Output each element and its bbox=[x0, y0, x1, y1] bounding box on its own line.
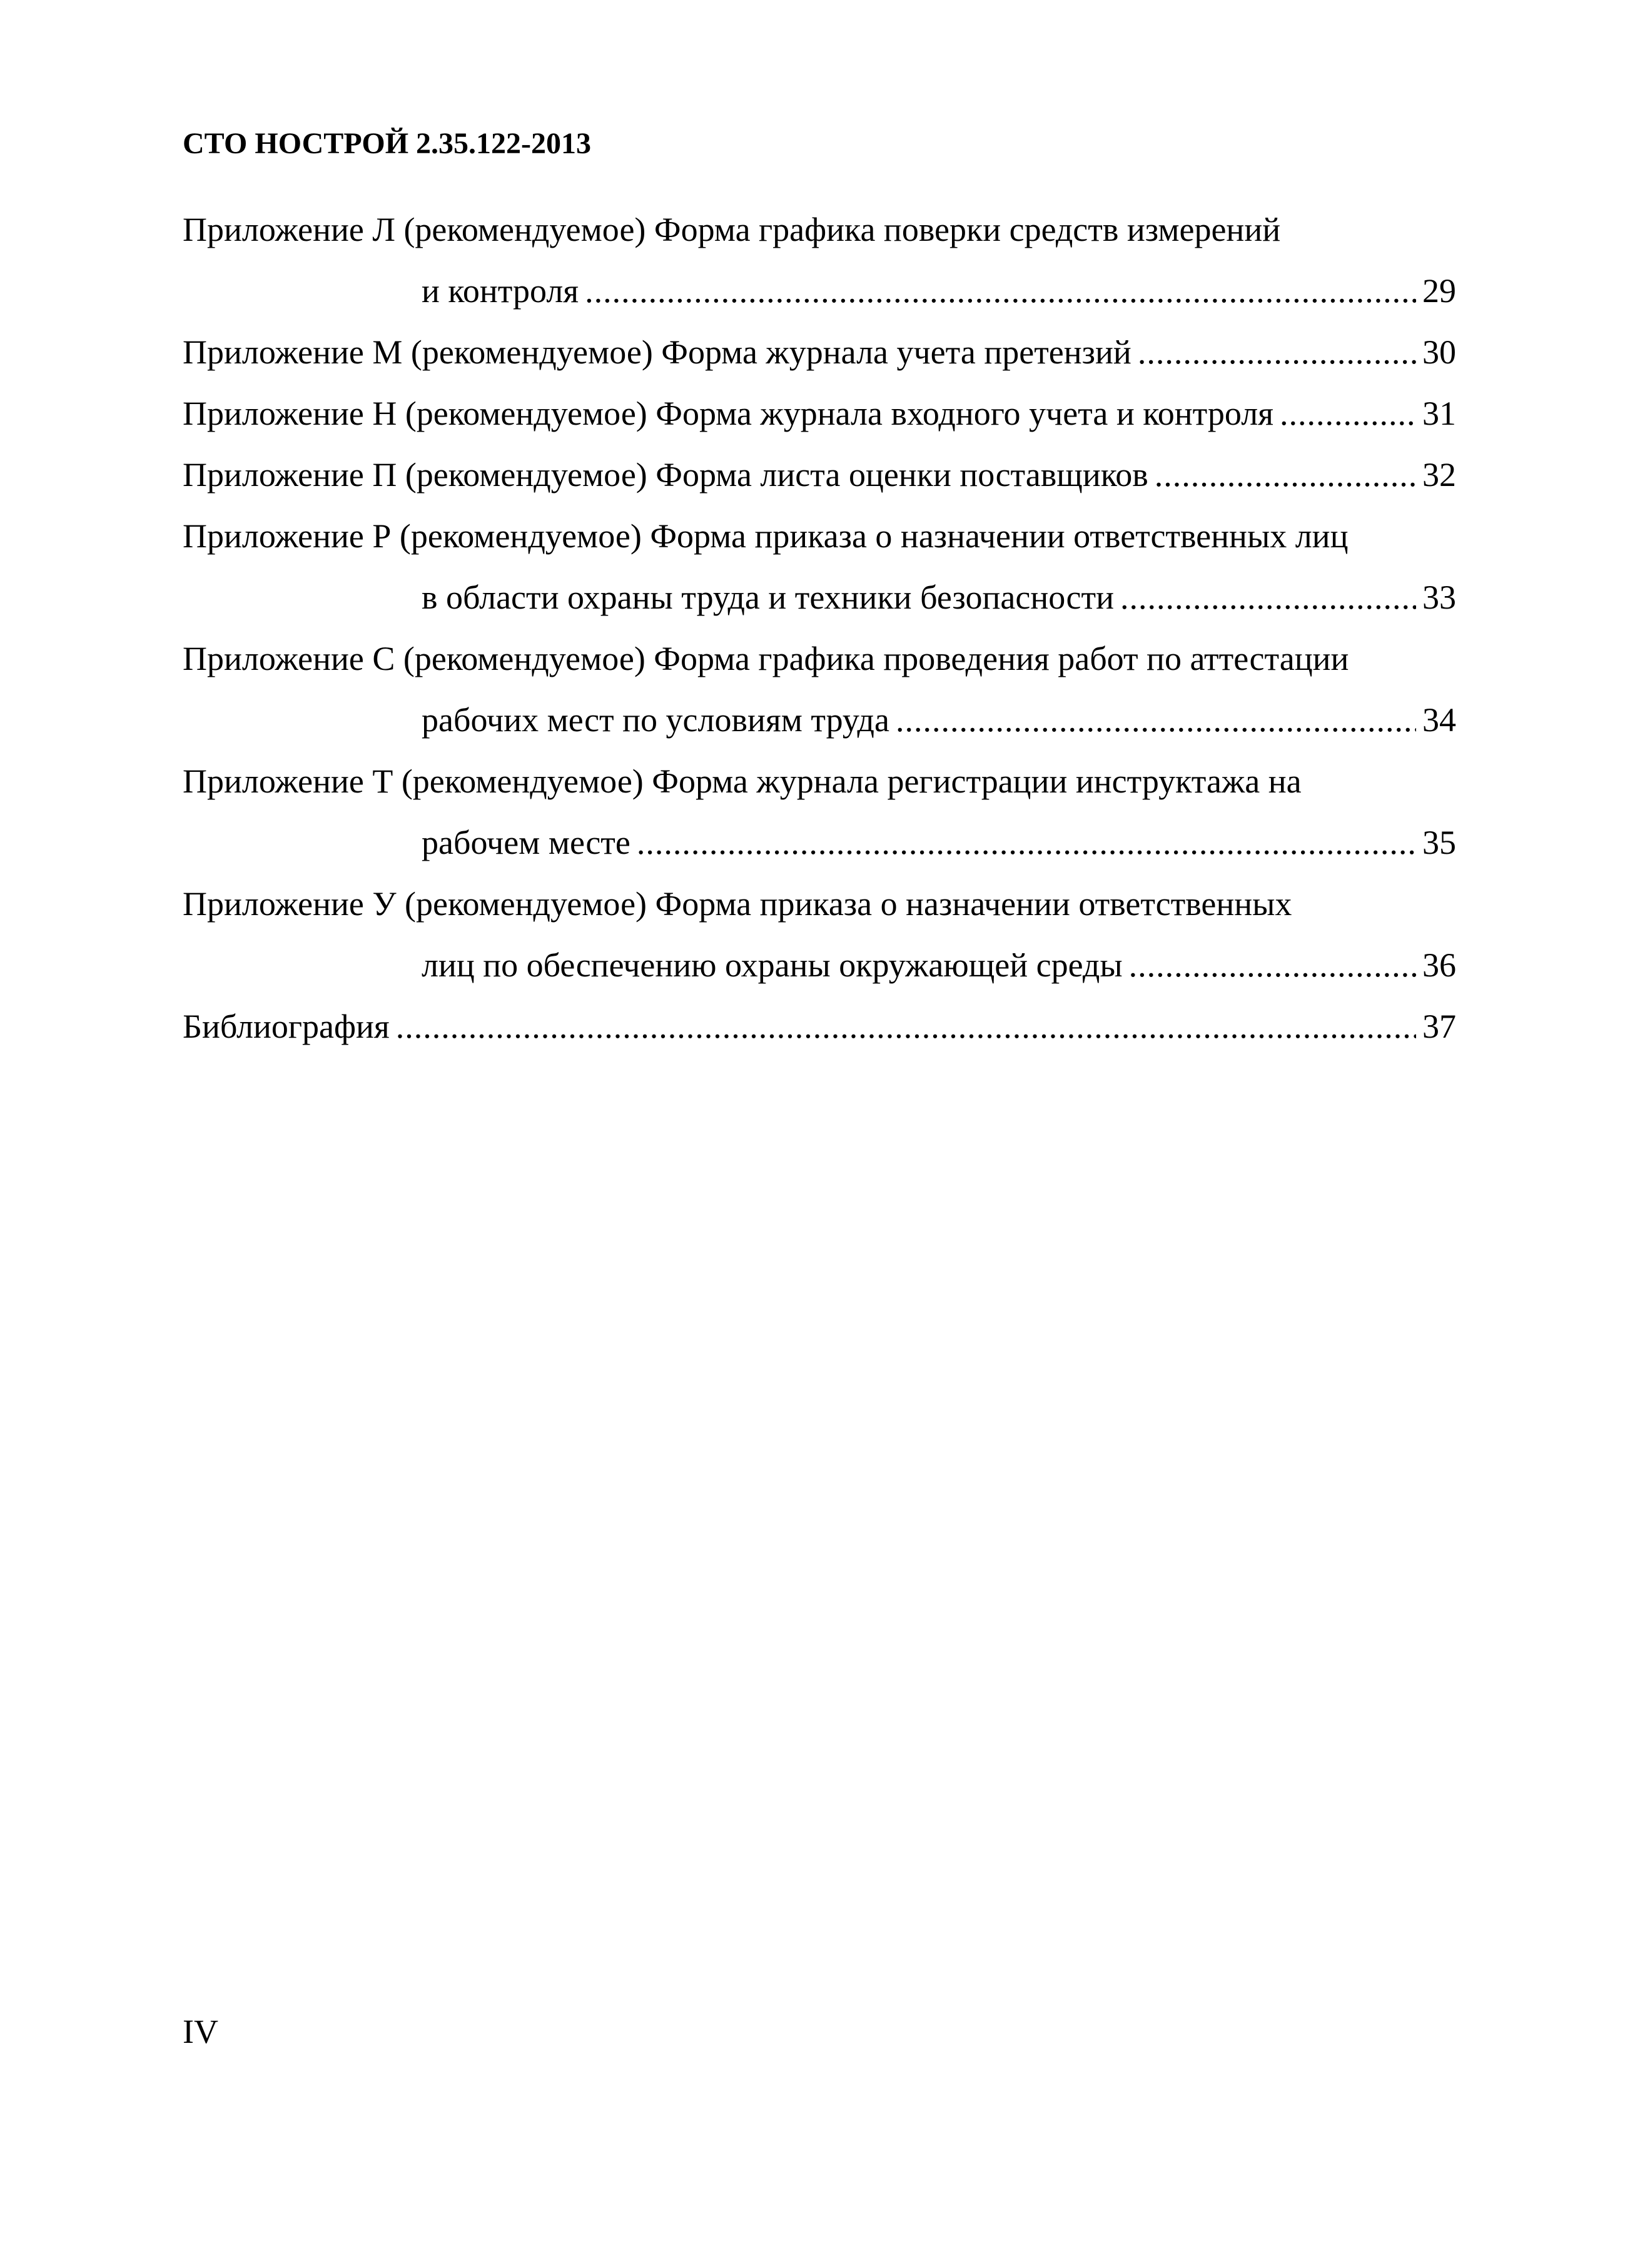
toc-entry-s-line-1 bbox=[183, 628, 1456, 689]
toc-entry-n bbox=[183, 383, 1456, 444]
dot-leader bbox=[585, 272, 1416, 310]
toc-entry-title: Приложение С (рекомендуемое) Форма графика проведения работ по аттестации bbox=[183, 640, 1349, 677]
toc-entry-r-line-1 bbox=[183, 505, 1456, 567]
dot-leader bbox=[637, 824, 1416, 861]
toc-entry-t-line-1 bbox=[183, 751, 1456, 812]
dot-leader bbox=[896, 701, 1416, 739]
toc-entry-title: Приложение У (рекомендуемое) Форма приказа о назначении ответственных bbox=[183, 885, 1292, 923]
toc-page-number: 31 bbox=[1422, 395, 1456, 432]
dot-leader bbox=[1155, 456, 1416, 494]
toc-page-number: 29 bbox=[1422, 272, 1456, 310]
toc-entry-title-continued: рабочем месте bbox=[422, 824, 630, 861]
toc-entry-title-continued: лиц по обеспечению охраны окружающей среды bbox=[422, 946, 1123, 984]
toc-page-number: 35 bbox=[1422, 824, 1456, 861]
toc-entry-title: Приложение Н (рекомендуемое) Форма журнала входного учета и контроля bbox=[183, 395, 1274, 432]
toc-entry-title: Приложение Т (рекомендуемое) Форма журнала регистрации инструктажа на bbox=[183, 762, 1302, 800]
dot-leader bbox=[1280, 395, 1416, 432]
toc-entry-title: Приложение Р (рекомендуемое) Форма приказа о назначении ответственных лиц bbox=[183, 517, 1349, 555]
dot-leader bbox=[396, 1008, 1416, 1045]
toc-entry-title-continued: в области охраны труда и техники безопасности bbox=[422, 579, 1115, 616]
page-number: IV bbox=[183, 2013, 218, 2050]
toc-entry-p bbox=[183, 444, 1456, 505]
dot-leader bbox=[1120, 579, 1416, 616]
table-of-contents bbox=[183, 199, 1456, 1057]
toc-entry-r-line-2 bbox=[183, 567, 1456, 628]
toc-entry-title: Приложение П (рекомендуемое) Форма листа оценки поставщиков bbox=[183, 456, 1148, 494]
toc-entry-u-line-1 bbox=[183, 873, 1456, 934]
toc-page-number: 32 bbox=[1422, 456, 1456, 494]
toc-page-number: 30 bbox=[1422, 333, 1456, 371]
toc-page-number: 36 bbox=[1422, 946, 1456, 984]
toc-page-number: 34 bbox=[1422, 701, 1456, 739]
toc-entry-bibliography bbox=[183, 996, 1456, 1057]
toc-entry-s-line-2 bbox=[183, 689, 1456, 751]
dot-leader bbox=[1138, 333, 1416, 371]
toc-page-number: 37 bbox=[1422, 1008, 1456, 1045]
toc-entry-title-continued: и контроля bbox=[422, 272, 579, 310]
toc-entry-t-line-2 bbox=[183, 812, 1456, 873]
toc-entry-title: Приложение Л (рекомендуемое) Форма графика поверки средств измерений bbox=[183, 211, 1281, 248]
toc-page-number: 33 bbox=[1422, 579, 1456, 616]
toc-entry-title: Библиография bbox=[183, 1008, 390, 1045]
toc-entry-u-line-2 bbox=[183, 934, 1456, 996]
toc-entry-l-line-2 bbox=[183, 260, 1456, 321]
dot-leader bbox=[1129, 946, 1416, 984]
toc-entry-l-line-1 bbox=[183, 199, 1456, 260]
toc-entry-m bbox=[183, 321, 1456, 383]
document-header: СТО НОСТРОЙ 2.35.122-2013 bbox=[183, 127, 592, 160]
toc-entry-title-continued: рабочих мест по условиям труда bbox=[422, 701, 889, 739]
toc-entry-title: Приложение М (рекомендуемое) Форма журнала учета претензий bbox=[183, 333, 1131, 371]
